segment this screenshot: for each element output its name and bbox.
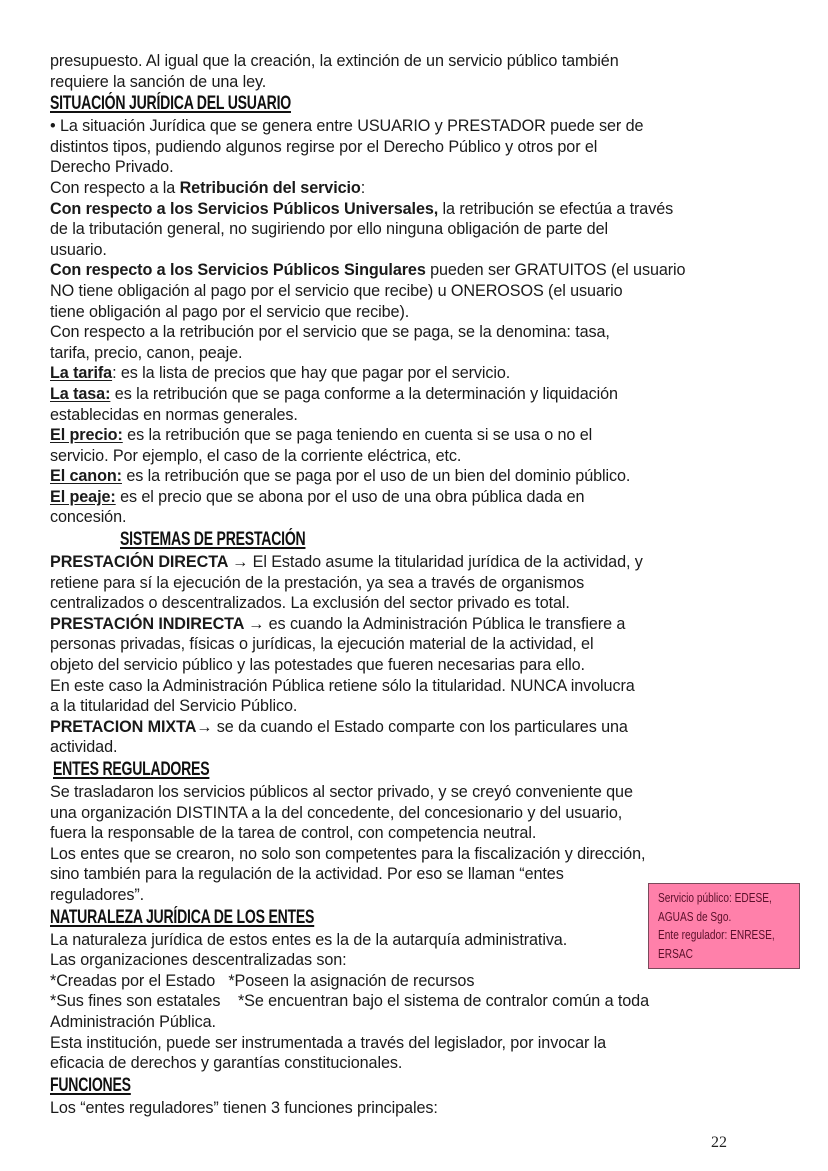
definition-term: La tarifa	[50, 364, 113, 383]
section-heading-entes: ENTES REGULADORES	[53, 759, 210, 780]
prestacion-directa-bold: PRESTACIÓN DIRECTA →	[50, 553, 249, 572]
page-number: 22	[711, 1134, 727, 1151]
definition-term: El precio:	[50, 426, 123, 445]
definition-term: El canon:	[50, 467, 122, 486]
paragraph-line: tarifa, precio, canon, peaje.	[50, 343, 243, 362]
definition-precio	[50, 425, 750, 446]
retribucion-bold: Retribución del servicio	[179, 178, 361, 197]
definition-tasa	[50, 384, 750, 405]
document-page	[50, 51, 750, 1118]
note-line: Servicio público: EDESE,	[658, 890, 772, 905]
section-heading-naturaleza: NATURALEZA JURÍDICA DE LOS ENTES	[50, 906, 315, 928]
universales-bold: Con respecto a los Servicios Públicos Universales,	[50, 199, 439, 218]
definition-text: es la lista de precios que hay que pagar por el servicio.	[116, 364, 511, 383]
definition-text: es la retribución que se paga conforme a la determinación y liquidación	[110, 384, 618, 403]
retribucion-suffix: :	[360, 178, 366, 197]
paragraph-line: En este caso la Administración Pública retiene sólo la titularidad. NUNCA involucra	[50, 676, 635, 695]
paragraph-line: Con respecto a la retribución por el servicio que se paga, se la denomina: tasa,	[50, 323, 610, 342]
paragraph-line: tiene obligación al pago por el servicio que recibe).	[50, 302, 410, 321]
prestacion-indirecta-bold: PRESTACIÓN INDIRECTA →	[50, 614, 265, 633]
definition-text: es la retribución que se paga por el uso de un bien del dominio público.	[121, 467, 631, 486]
paragraph-line: distintos tipos, pudiendo algunos regirse por el Derecho Público y otros por el	[50, 137, 598, 156]
paragraph-line: Los entes que se crearon, no solo son competentes para la fiscalización y dirección,	[50, 844, 646, 863]
section-heading-situacion: SITUACIÓN JURÍDICA DEL USUARIO	[50, 93, 291, 115]
definition-term: La tasa:	[50, 384, 111, 403]
definition-canon	[50, 466, 750, 487]
paragraph-line: Derecho Privado.	[50, 158, 174, 177]
paragraph-line: Los “entes reguladores” tienen 3 funciones principales:	[50, 1098, 438, 1117]
prestacion-mixta-bold: PRETACION MIXTA→	[50, 717, 213, 736]
singulares-line	[50, 260, 750, 281]
definition-peaje	[50, 487, 750, 508]
prestacion-directa-rest: El Estado asume la titularidad jurídica de la actividad, y	[248, 553, 643, 572]
definition-text: es la retribución que se paga teniendo en cuenta si se usa o no el	[122, 426, 593, 445]
paragraph-line: usuario.	[50, 240, 107, 259]
paragraph-line: NO tiene obligación al pago por el servicio que recibe) u ONEROSOS (el usuario	[50, 281, 623, 300]
paragraph-line: de la tributación general, no sugiriendo por ello ninguna obligación de parte del	[50, 220, 608, 239]
definition-sep: :	[112, 364, 117, 383]
singulares-bold: Con respecto a los Servicios Públicos Singulares	[50, 261, 426, 280]
universales-rest: la retribución se efectúa a través	[438, 199, 674, 218]
note-line: Ente regulador: ENRESE,	[658, 927, 775, 942]
sticky-note-box	[648, 883, 800, 969]
section-heading-sistemas: SISTEMAS DE PRESTACIÓN	[120, 529, 306, 551]
retribucion-line	[50, 178, 750, 199]
bullet-line: • La situación Jurídica que se genera entre USUARIO y PRESTADOR puede ser de	[50, 117, 644, 136]
paragraph-line: fuera la responsable de la tarea de control, con competencia neutral.	[50, 824, 537, 843]
paragraph-line: Se trasladaron los servicios públicos al sector privado, y se creyó conveniente que	[50, 783, 633, 801]
paragraph-line: concesión.	[50, 508, 127, 527]
paragraph-line: reguladores”.	[50, 885, 145, 904]
note-line: ERSAC	[658, 945, 693, 961]
universales-line	[50, 199, 750, 220]
paragraph-line: sino también para la regulación de la actividad. Por eso se llaman “entes	[50, 865, 564, 884]
retribucion-prefix: Con respecto a la	[50, 178, 180, 197]
paragraph-line: centralizados o descentralizados. La exclusión del sector privado es total.	[50, 594, 570, 613]
paragraph-line: requiere la sanción de una ley.	[50, 72, 267, 91]
paragraph-line: personas privadas, físicas o jurídicas, la ejecución material de la actividad, el	[50, 635, 594, 654]
paragraph-line: una organización DISTINTA a la del concedente, del concesionario y del usuario,	[50, 803, 623, 822]
prestacion-mixta-line	[50, 717, 750, 738]
paragraph-line: La naturaleza jurídica de estos entes es la de la autarquía administrativa.	[50, 930, 568, 949]
paragraph-line: *Sus fines son estatales *Se encuentran bajo el sistema de contralor común a toda	[50, 992, 649, 1011]
definition-term: El peaje:	[50, 487, 116, 506]
singulares-rest: pueden ser GRATUITOS (el usuario	[425, 261, 686, 280]
paragraph-line: retiene para sí la ejecución de la prestación, ya sea a través de organismos	[50, 573, 585, 592]
paragraph-line: objeto del servicio público y las potestades que fueren necesarias para ello.	[50, 656, 585, 675]
note-line: AGUAS de Sgo.	[658, 908, 732, 924]
paragraph-line: Administración Pública.	[50, 1012, 216, 1031]
paragraph-line: presupuesto. Al igual que la creación, la extinción de un servicio público también	[50, 52, 619, 70]
paragraph-line: actividad.	[50, 738, 118, 757]
paragraph-line: Esta institución, puede ser instrumentada a través del legislador, por invocar la	[50, 1033, 607, 1052]
paragraph-line: establecidas en normas generales.	[50, 405, 298, 424]
prestacion-indirecta-rest: es cuando la Administración Pública le transfiere a	[264, 614, 626, 633]
paragraph-line: a la titularidad del Servicio Público.	[50, 697, 298, 716]
paragraph-line: eficacia de derechos y garantías constitucionales.	[50, 1054, 403, 1073]
definition-text: es el precio que se abona por el uso de una obra pública dada en	[115, 487, 585, 506]
definition-tarifa	[50, 363, 750, 384]
paragraph-line: Las organizaciones descentralizadas son:	[50, 951, 347, 970]
section-heading-funciones: FUNCIONES	[50, 1074, 131, 1096]
prestacion-indirecta-line	[50, 614, 750, 635]
paragraph-line: *Creadas por el Estado *Poseen la asignación de recursos	[50, 971, 475, 990]
prestacion-mixta-rest: se da cuando el Estado comparte con los particulares una	[212, 717, 628, 736]
prestacion-directa-line	[50, 552, 750, 573]
paragraph-line: servicio. Por ejemplo, el caso de la corriente eléctrica, etc.	[50, 446, 462, 465]
